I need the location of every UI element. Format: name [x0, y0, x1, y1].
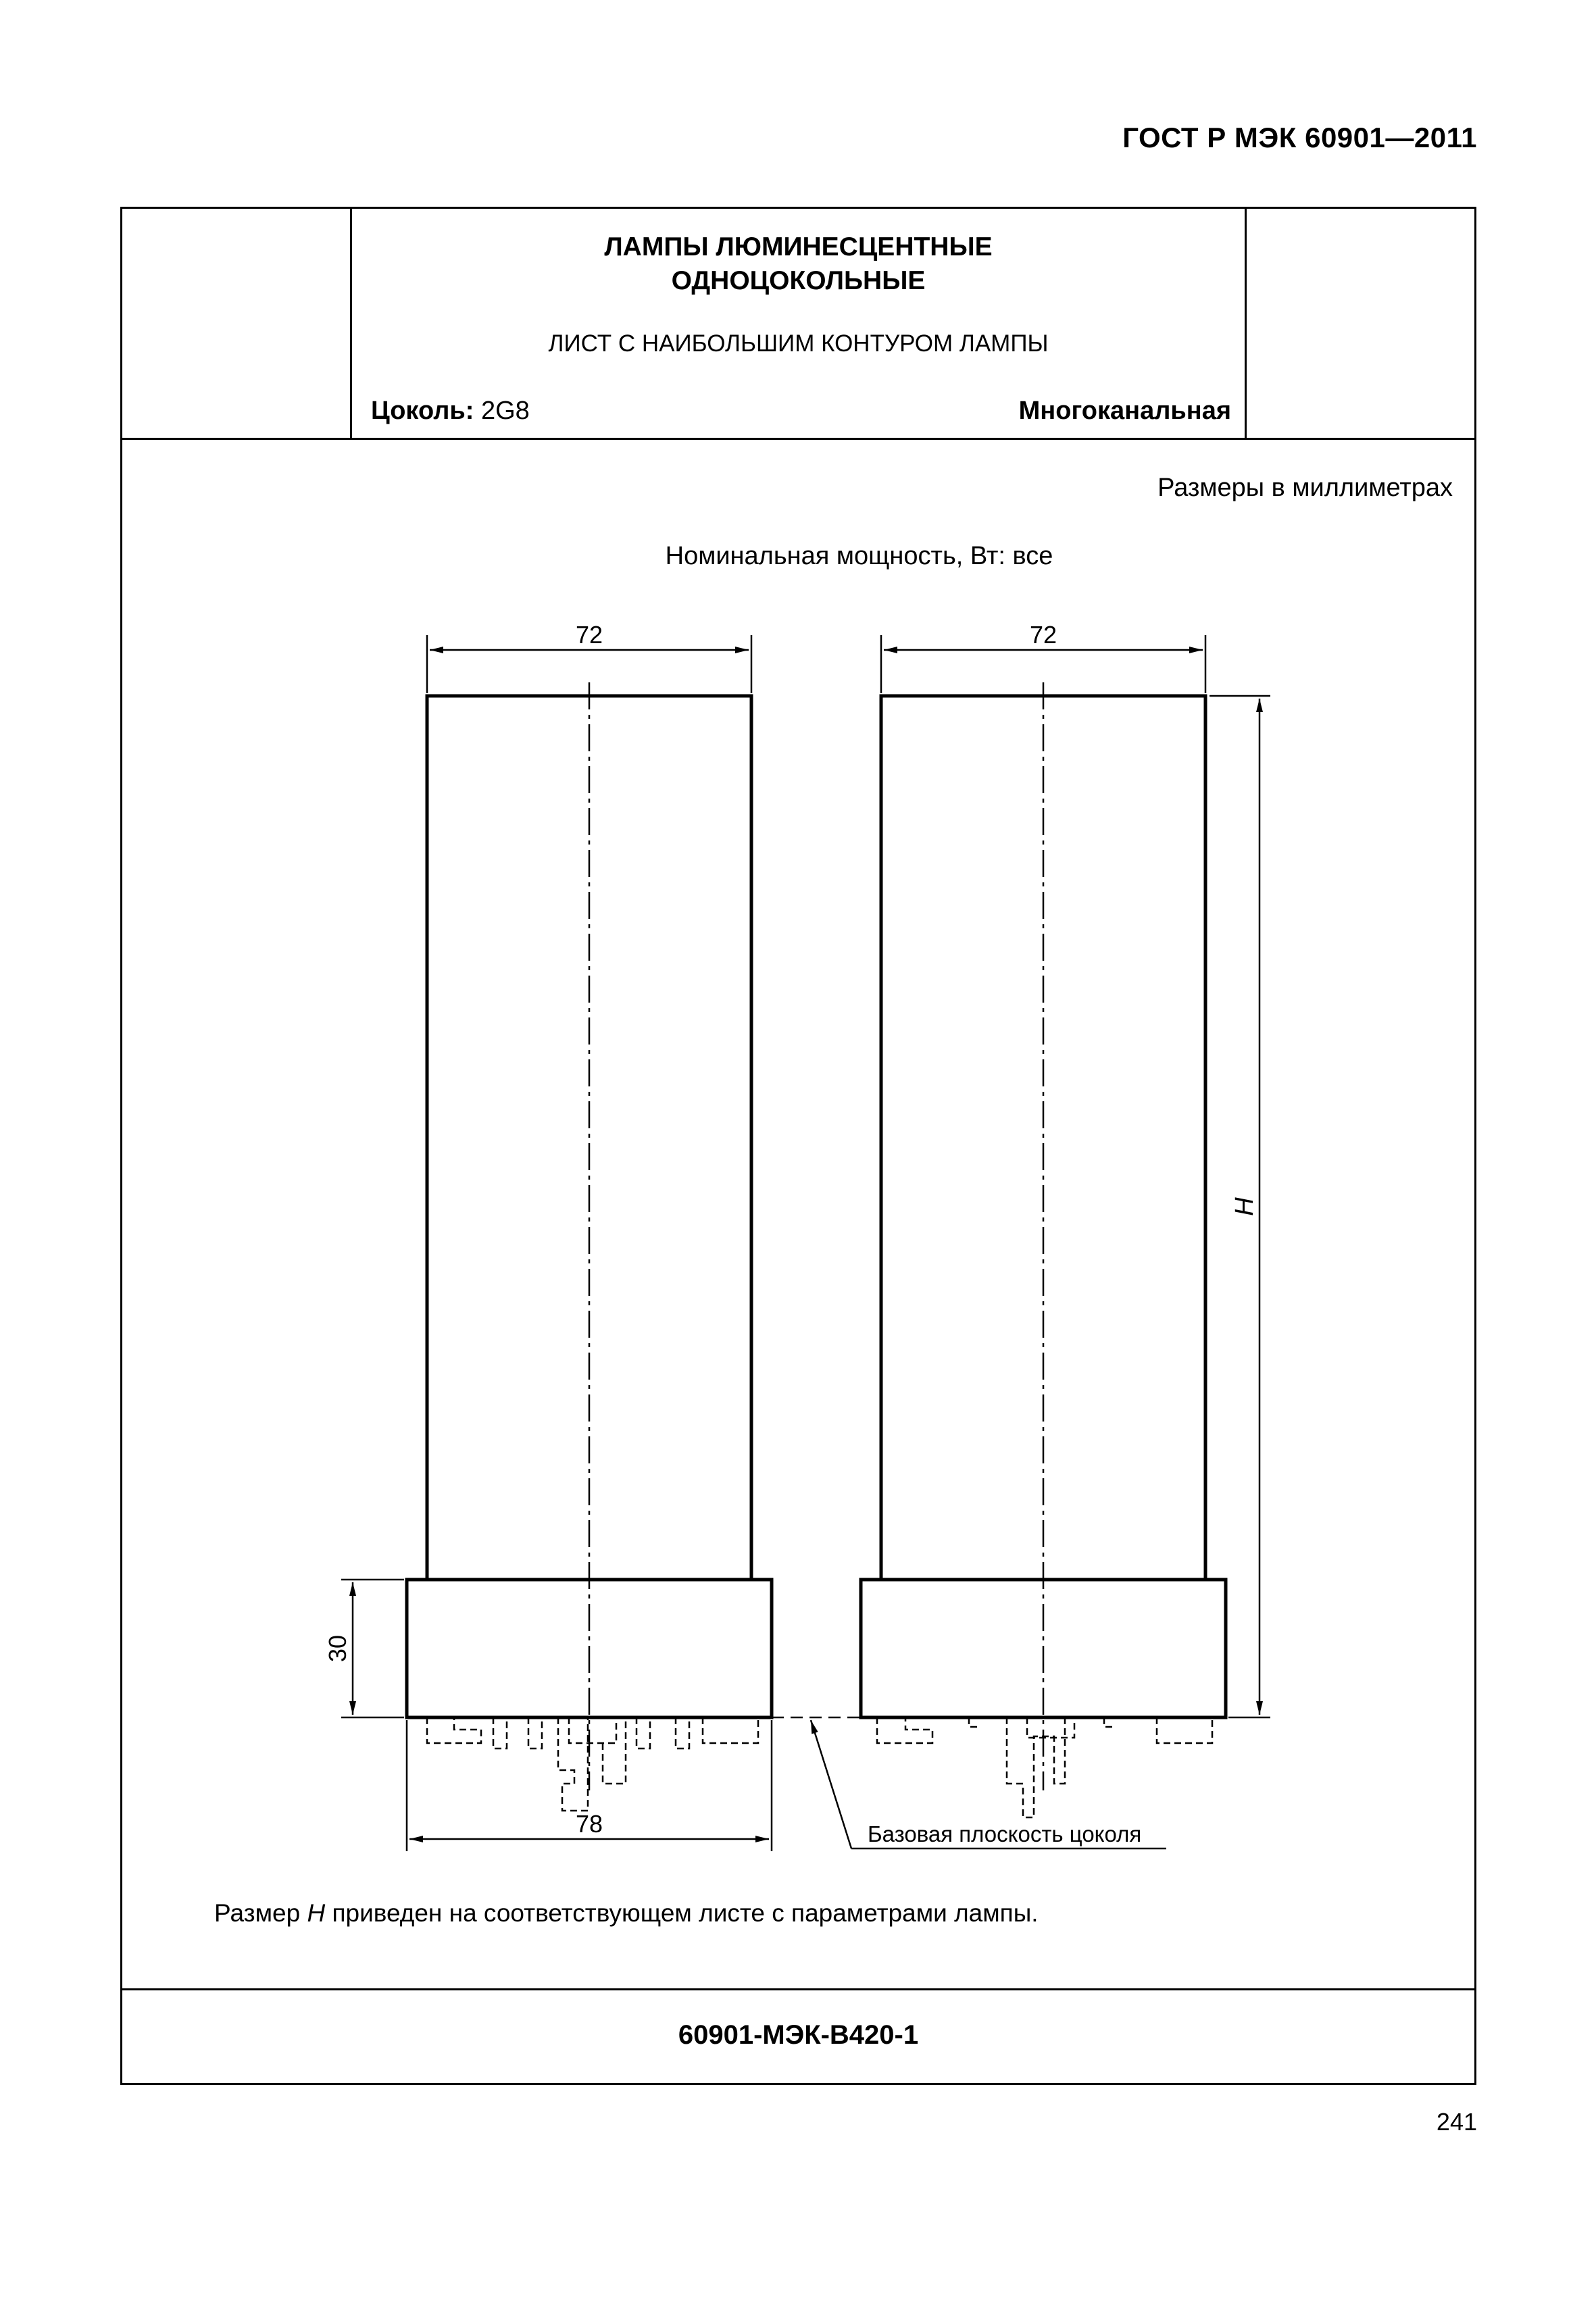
lamp-left-pins	[427, 1717, 758, 1811]
units-note: Размеры в миллиметрах	[1157, 474, 1453, 502]
lamp-right	[861, 682, 1226, 1817]
dim-label-cap-height: 30	[324, 1634, 351, 1663]
sheet-subtitle: ЛИСТ С НАИБОЛЬШИМ КОНТУРОМ ЛАМПЫ	[548, 330, 1049, 357]
title-line-1: ЛАМПЫ ЛЮМИНЕСЦЕНТНЫЕ	[604, 232, 993, 261]
standard-code: ГОСТ Р МЭК 60901—2011	[1122, 122, 1477, 153]
dim-label-width-right: 72	[1029, 621, 1057, 649]
dim-label-width-left: 72	[575, 621, 603, 649]
sheet-code: 60901-МЭК-В420-1	[678, 2020, 919, 2050]
page-number: 241	[1436, 2108, 1477, 2136]
title-line-2: ОДНОЦОКОЛЬНЫЕ	[671, 266, 926, 295]
cap-value: 2G8	[480, 397, 530, 425]
dim-label-cap-width: 78	[575, 1810, 603, 1838]
lamp-left	[407, 682, 772, 1811]
note-suffix: приведен на соответствующем листе с параметрами лампы.	[325, 1899, 1039, 1927]
lamp-right-pins	[877, 1717, 1212, 1817]
cap-label: Цоколь:	[371, 397, 474, 425]
rated-power: Номинальная мощность, Вт: все	[665, 542, 1053, 570]
base-plane-label: Базовая плоскость цоколя	[868, 1821, 1142, 1846]
lamp-kind: Многоканальная	[1018, 397, 1231, 425]
dim-label-height: H	[1230, 1197, 1259, 1216]
note-prefix: Размер	[214, 1899, 307, 1927]
note-symbol: H	[307, 1899, 326, 1927]
